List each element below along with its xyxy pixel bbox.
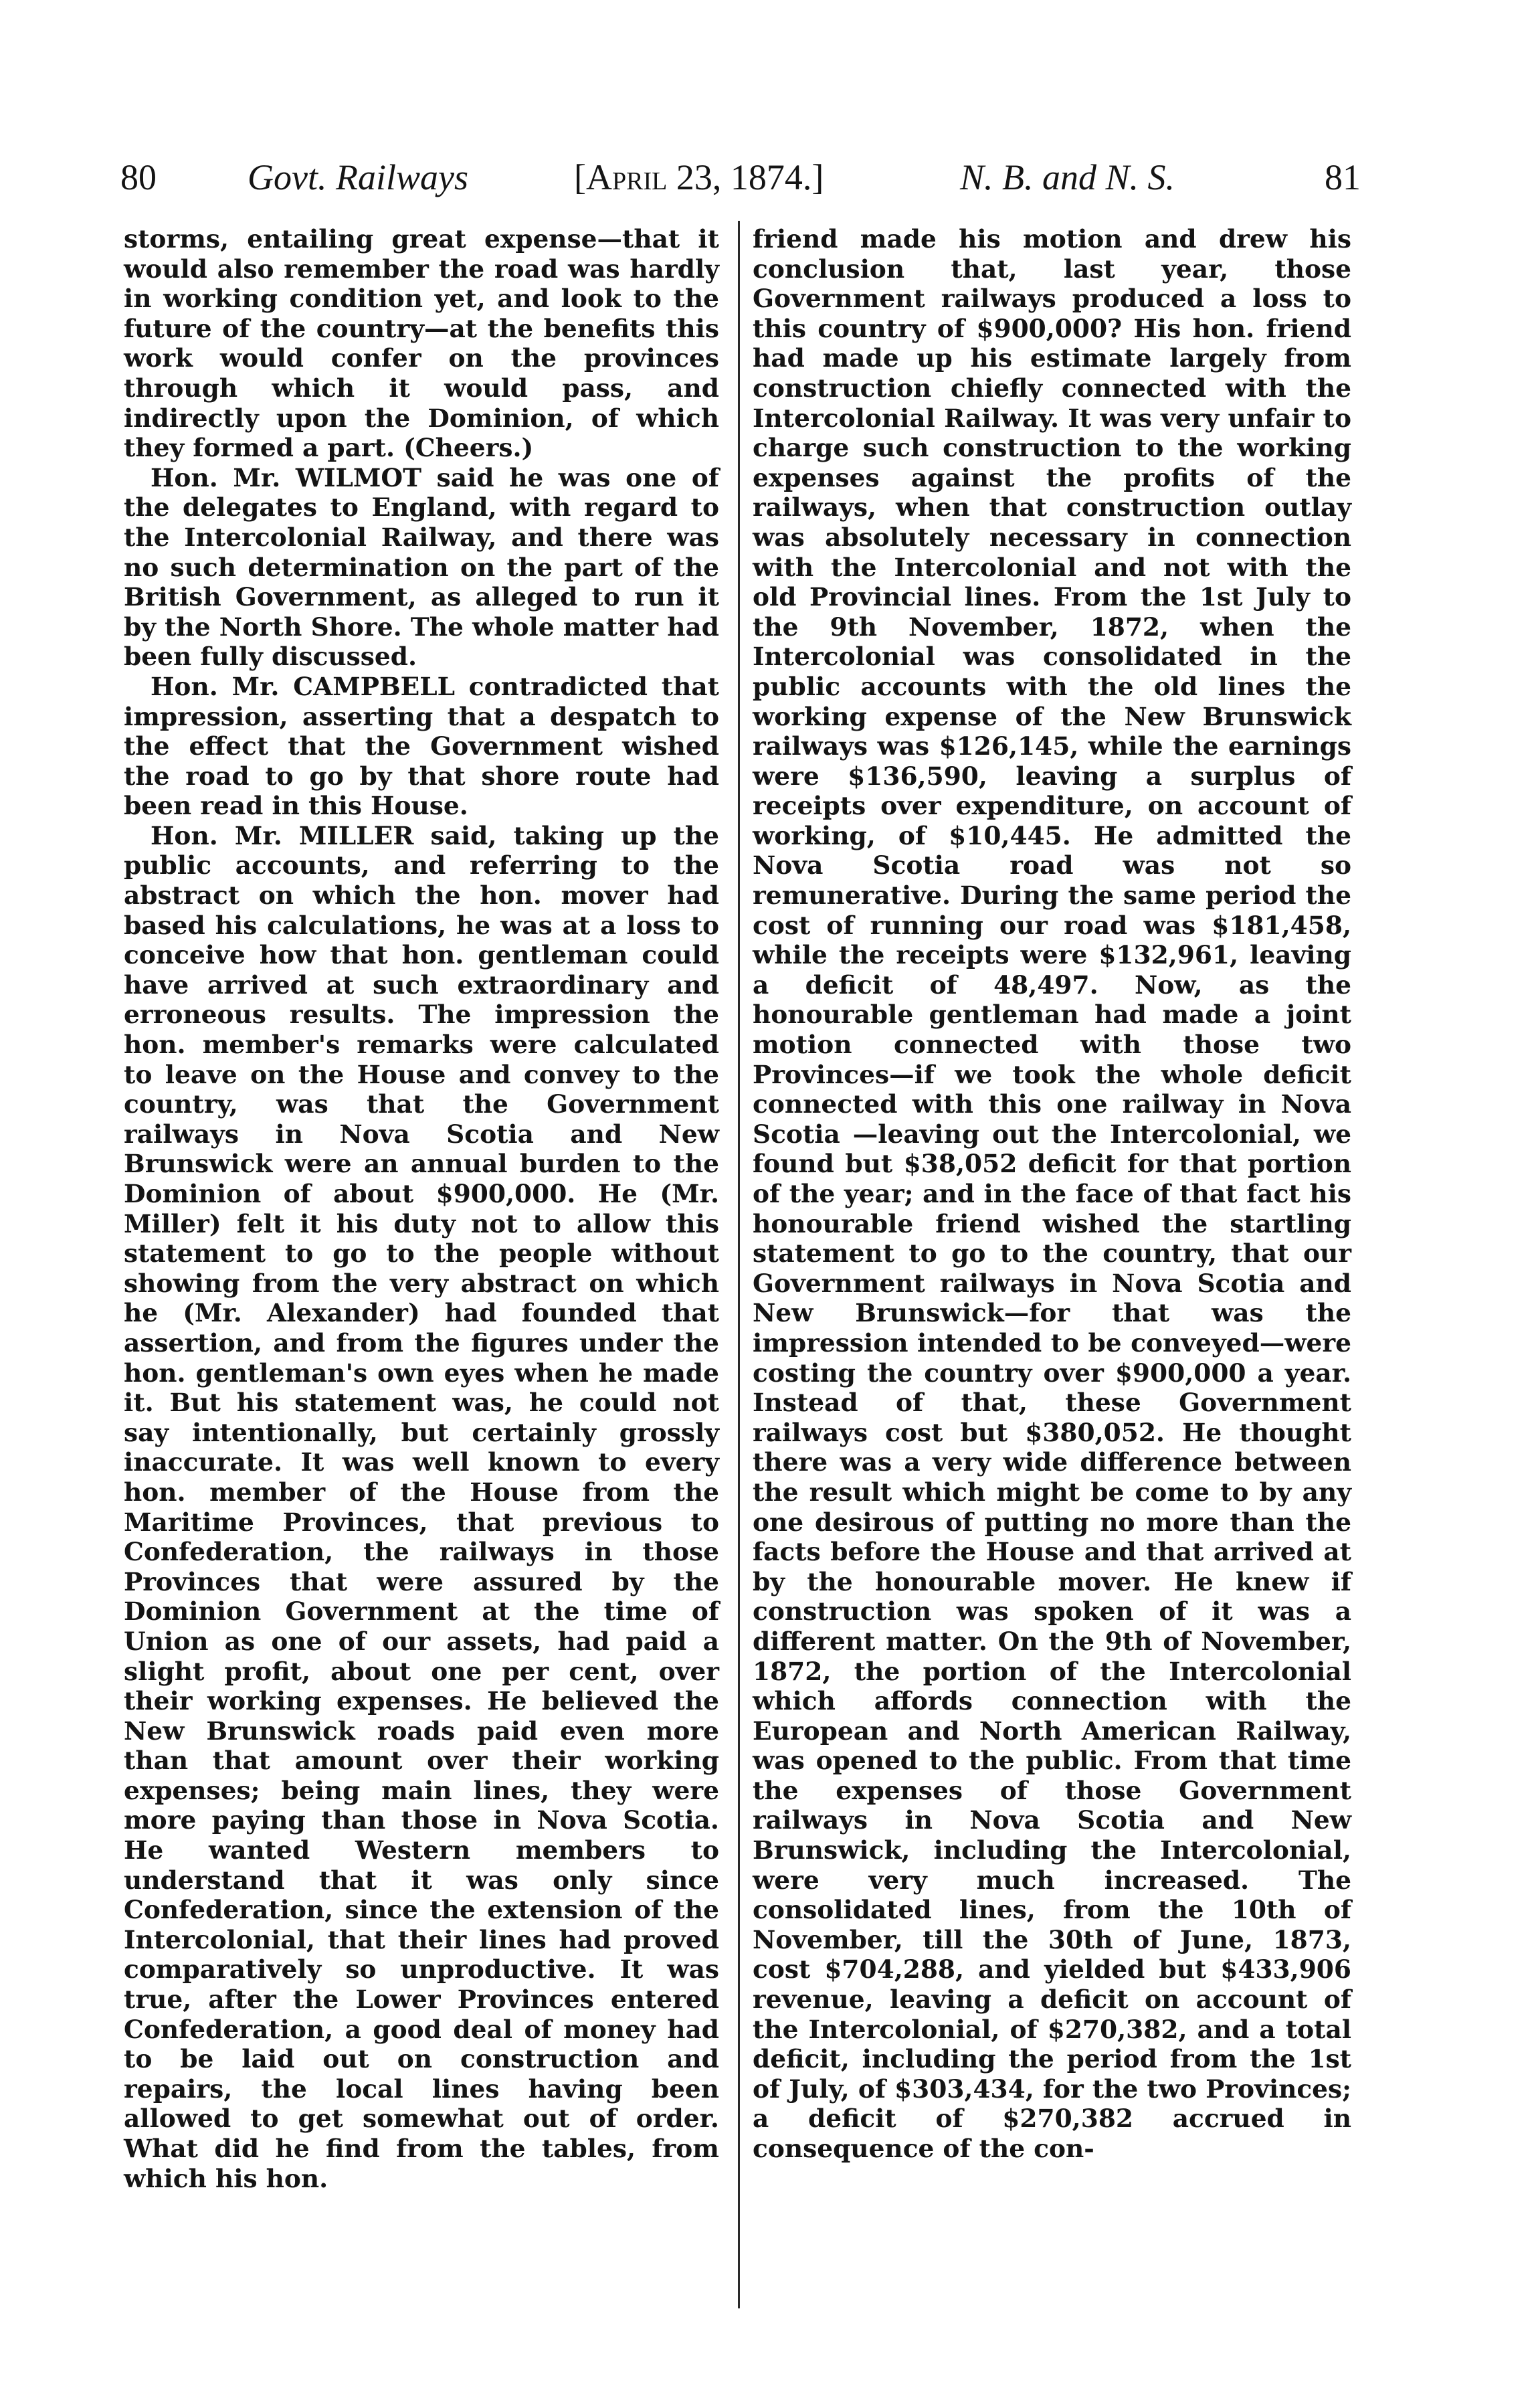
right-running-title: N. B. and N. S.: [960, 157, 1175, 197]
paragraph: Hon. Mr. CAMPBELL contradicted that impression, asserting that a despatch to the effect that the Government wished the road to go by that shore route had been read in this House.: [124, 671, 719, 821]
paragraph: Hon. Mr. WILMOT said he was one of the delegates to England, with regard to the Intercolonial Railway, and there was no such determination on the part of the British Government, as alleged to run it by the North Shore. The whole matter had been fully discussed.: [124, 462, 719, 672]
column-divider: [738, 221, 740, 2308]
paragraph: friend made his motion and drew his conclusion that, last year, those Government railways produced a loss to this country of $900,000? His hon. friend had made up his estimate largely from construction chiefly connected with the Intercolonial Railway. It was very unfair to charge such construction to the working expenses against the profits of the railways, when that construction outlay was absolutely necessary in connection with the Intercolonial and not with the old Provincial lines. From the 1st July to the 9th November, 1872, when the Intercolonial was consolidated in the public accounts with the old lines the working expense of the New Brunswick railways was $126,145, while the earnings were $136,590, leaving a surplus of receipts over expenditure, on account of working, of $10,445. He admitted the Nova Scotia road was not so remunerative. During the same period the cost of running our road was $181,458, while the receipts were $132,961, leaving a deficit of 48,497. Now, as the honourable gentleman had made a joint motion connected with those two Provinces—if we took the whole deficit connected with this one railway in Nova Scotia —leaving out the Intercolonial, we found but $38,052 deficit for that portion of the year; and in the face of that fact his honourable friend wished the startling statement to go to the country, that our Government railways in Nova Scotia and New Brunswick—for that was the impression intended to be conveyed—were costing the country over $900,000 a year. Instead of that, these Government railways cost but $380,052. He thought there was a very wide difference between the result which might be come to by any one desirous of putting no more than the facts before the House and that arrived at by the honourable mover. He knew if construction was spoken of it was a different matter. On the 9th of November, 1872, the portion of the Intercolonial which affords connection with the European and North American Railway, was opened to the public. From that time the expenses of those Government railways in Nova Scotia and New Brunswick, including the Intercolonial, were very much increased. The consolidated lines, from the 10th of November, till the 30th of June, 1873, cost $704,288, and yielded but $433,906 revenue, leaving a deficit on account of the Intercolonial, of $270,382, and a total deficit, including the period from the 1st of July, of $303,434, for the two Provinces; a deficit of $270,382 accrued in consequence of the con-: [753, 224, 1351, 2163]
header-date: [April 23, 1874.]: [574, 157, 824, 197]
right-page-number: 81: [1325, 157, 1361, 197]
running-header: [0, 151, 1540, 204]
left-page-number: 80: [120, 157, 157, 197]
left-running-title: Govt. Railways: [248, 157, 468, 197]
right-column: [753, 224, 1351, 2164]
paragraph: storms, entailing great expense—that it would also remember the road was hardly in working condition yet, and look to the future of the country—at the benefits this work would confer on the provinces through which it would pass, and indirectly upon the Dominion, of which they formed a part. (Cheers.): [124, 224, 719, 463]
paragraph: Hon. Mr. MILLER said, taking up the public accounts, and referring to the abstract on which the hon. mover had based his calculations, he was at a loss to conceive how that hon. gentleman could have arrived at such extraordinary and erroneous results. The impression the hon. member's remarks were calculated to leave on the House and convey to the country, was that the Government railways in Nova Scotia and New Brunswick were an annual burden to the Dominion of about $900,000. He (Mr. Miller) felt it his duty not to allow this statement to go to the people without showing from the very abstract on which he (Mr. Alexander) had founded that assertion, and from the figures under the hon. gentleman's own eyes when he made it. But his statement was, he could not say intentionally, but certainly grossly inaccurate. It was well known to every hon. member of the House from the Maritime Provinces, that previous to Confederation, the railways in those Provinces that were assured by the Dominion Government at the time of Union as one of our assets, had paid a slight profit, about one per cent, over their working expenses. He believed the New Brunswick roads paid even more than that amount over their working expenses; being main lines, they were more paying than those in Nova Scotia. He wanted Western members to understand that it was only since Confederation, since the extension of the Intercolonial, that their lines had proved comparatively so unproductive. It was true, after the Lower Provinces entered Confederation, a good deal of money had to be laid out on construction and repairs, the local lines having been allowed to get somewhat out of order. What did he find from the tables, from which his hon.: [124, 820, 719, 2193]
left-column: [124, 224, 719, 2193]
